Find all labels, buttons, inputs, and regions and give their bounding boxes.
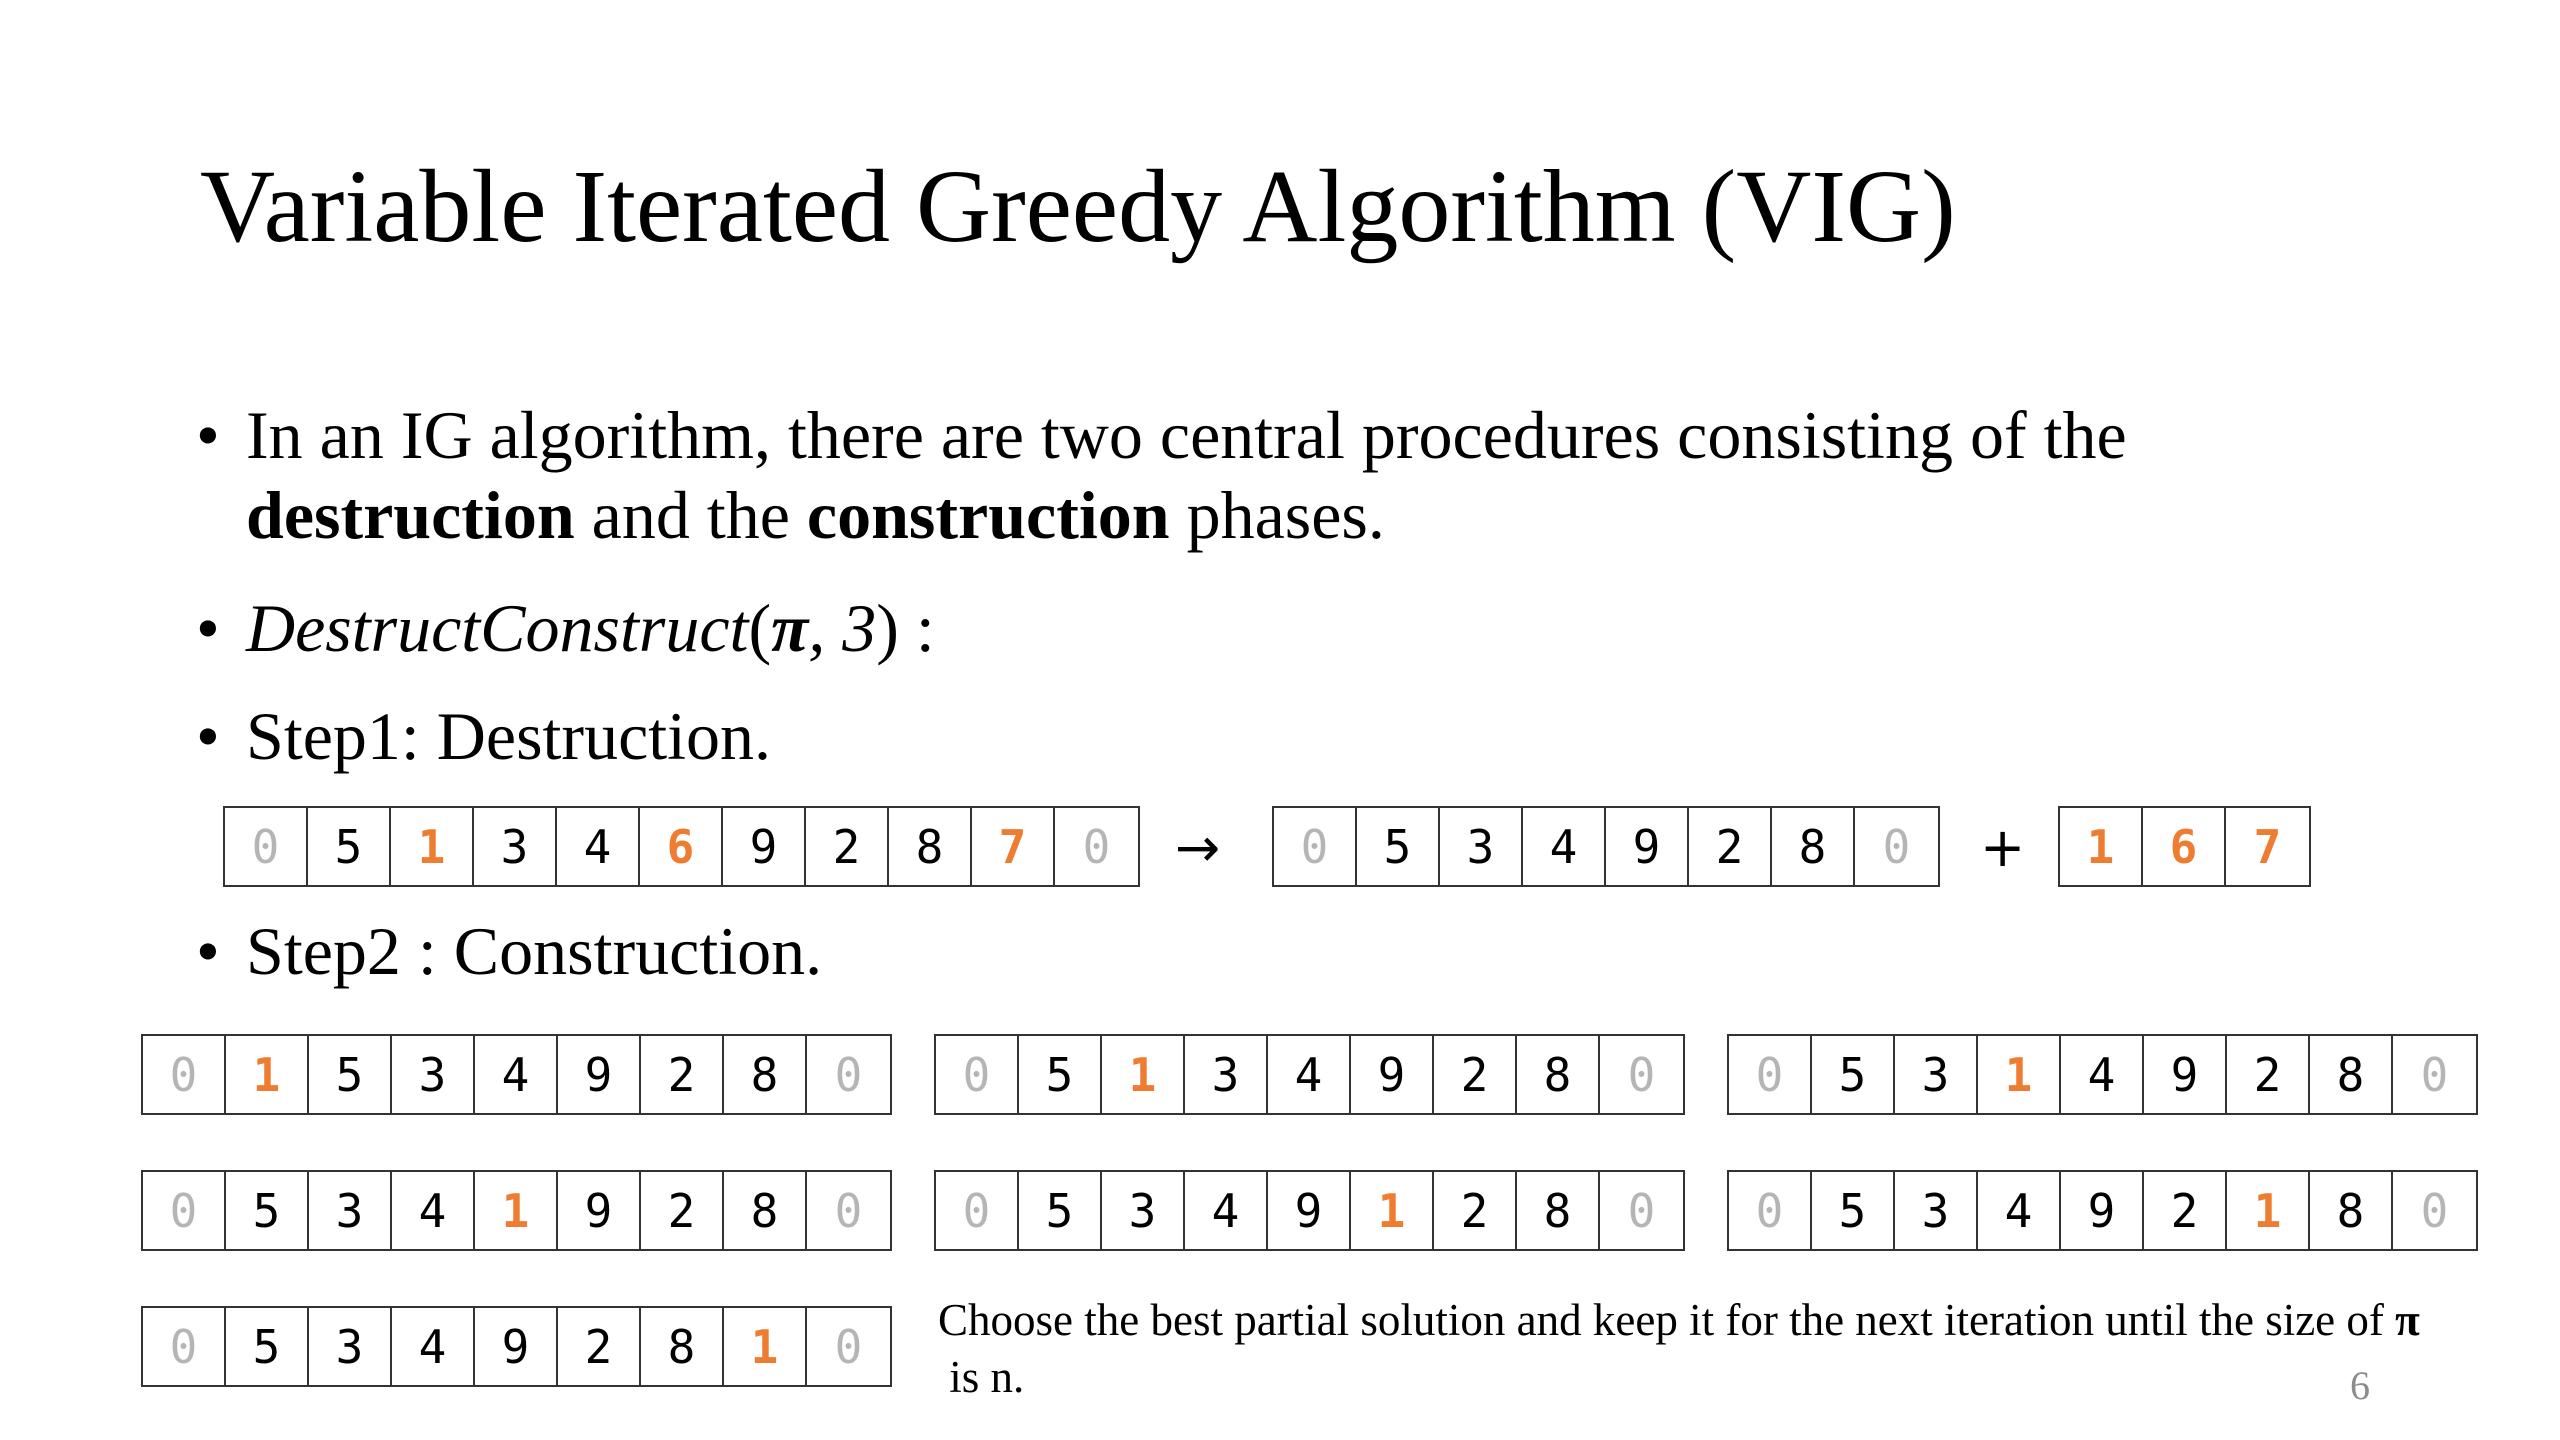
bullet-dot: •	[196, 397, 220, 473]
job-cell: 4	[1185, 1172, 1268, 1249]
job-cell: 5	[1812, 1036, 1895, 1113]
intro-end: phases.	[1169, 477, 1385, 554]
highlighted-job-cell: 6	[640, 808, 723, 885]
job-cell: 8	[1772, 808, 1855, 885]
highlighted-job-cell: 1	[226, 1036, 309, 1113]
intro-line1: In an IG algorithm, there are two central procedures consisting of the	[246, 397, 2127, 473]
dummy-node-cell: 0	[834, 1319, 863, 1374]
slide-title: Variable Iterated Greedy Algorithm (VIG)	[200, 149, 1956, 264]
highlighted-job-cell: 1	[2060, 808, 2143, 885]
job-cell: 5	[1019, 1172, 1102, 1249]
bullet-step1	[196, 696, 771, 776]
job-cell: 9	[1268, 1172, 1351, 1249]
job-cell: 2	[641, 1172, 724, 1249]
sequence-removed	[2058, 806, 2311, 887]
job-cell: 2	[806, 808, 889, 885]
job-cell: 3	[1102, 1172, 1185, 1249]
job-cell: 9	[558, 1172, 641, 1249]
job-cell: 8	[2310, 1036, 2393, 1113]
bullet-dot: •	[196, 698, 220, 774]
intro-construction: construction	[806, 477, 1170, 554]
call-args: , 3	[808, 590, 877, 666]
job-cell: 4	[475, 1036, 558, 1113]
job-cell: 5	[1812, 1172, 1895, 1249]
job-cell: 8	[1517, 1172, 1600, 1249]
arrow-icon: →	[1175, 816, 1221, 879]
job-cell: 5	[226, 1308, 309, 1385]
bullet-call	[196, 588, 935, 668]
intro-destruction: destruction	[246, 477, 575, 554]
bullet-step2	[196, 911, 822, 991]
dummy-node-cell: 0	[225, 808, 308, 885]
highlighted-job-cell: 1	[1102, 1036, 1185, 1113]
job-cell: 4	[557, 808, 640, 885]
job-cell: 9	[1351, 1036, 1434, 1113]
job-cell: 2	[641, 1036, 724, 1113]
job-cell: 5	[1357, 808, 1440, 885]
dummy-node-cell: 0	[1627, 1183, 1656, 1238]
job-cell: 4	[1978, 1172, 2061, 1249]
job-cell: 2	[1434, 1172, 1517, 1249]
highlighted-job-cell: 6	[2143, 808, 2226, 885]
highlighted-job-cell: 1	[391, 808, 474, 885]
dummy-node-cell: 0	[143, 1036, 226, 1113]
job-cell: 2	[2227, 1036, 2310, 1113]
dummy-node-cell: 0	[936, 1036, 1019, 1113]
job-cell: 5	[226, 1172, 309, 1249]
job-cell: 4	[392, 1308, 475, 1385]
job-cell: 9	[723, 808, 806, 885]
job-cell: 3	[309, 1172, 392, 1249]
job-cell: 8	[641, 1308, 724, 1385]
bullet-dot: •	[196, 590, 220, 666]
note-before: Choose the best partial solution and keep it for the next iteration until the size of	[938, 1295, 2396, 1345]
construction-sequence	[141, 1170, 892, 1251]
dummy-node-cell: 0	[2420, 1183, 2449, 1238]
job-cell: 8	[889, 808, 972, 885]
dummy-node-cell: 0	[1274, 808, 1357, 885]
construction-sequence	[934, 1170, 1685, 1251]
job-cell: 3	[474, 808, 557, 885]
dummy-node-cell: 0	[936, 1172, 1019, 1249]
highlighted-job-cell: 1	[1978, 1036, 2061, 1113]
dummy-node-cell: 0	[143, 1172, 226, 1249]
highlighted-job-cell: 1	[475, 1172, 558, 1249]
job-cell: 9	[2144, 1036, 2227, 1113]
job-cell: 3	[1895, 1036, 1978, 1113]
job-cell: 2	[1689, 808, 1772, 885]
plus-icon: +	[1980, 816, 2026, 879]
job-cell: 4	[392, 1172, 475, 1249]
job-cell: 9	[558, 1036, 641, 1113]
job-cell: 8	[724, 1172, 807, 1249]
job-cell: 5	[309, 1036, 392, 1113]
job-cell: 8	[724, 1036, 807, 1113]
construction-sequence	[1727, 1034, 2478, 1115]
job-cell: 2	[2144, 1172, 2227, 1249]
job-cell: 9	[475, 1308, 558, 1385]
sequence-original	[223, 806, 1140, 887]
construction-sequence	[934, 1034, 1685, 1115]
call-pi: π	[771, 590, 809, 666]
job-cell: 2	[558, 1308, 641, 1385]
highlighted-job-cell: 7	[972, 808, 1055, 885]
job-cell: 4	[1268, 1036, 1351, 1113]
job-cell: 3	[1440, 808, 1523, 885]
job-cell: 3	[1185, 1036, 1268, 1113]
dummy-node-cell: 0	[1882, 819, 1911, 874]
job-cell: 5	[308, 808, 391, 885]
dummy-node-cell: 0	[1729, 1172, 1812, 1249]
highlighted-job-cell: 7	[2253, 819, 2282, 874]
call-open-paren: (	[748, 590, 772, 666]
construction-sequence	[1727, 1170, 2478, 1251]
call-function-name: DestructConstruct	[246, 590, 749, 666]
dummy-node-cell: 0	[143, 1308, 226, 1385]
note-text	[938, 1292, 2478, 1406]
note-pi: π	[2395, 1295, 2420, 1345]
job-cell: 9	[1606, 808, 1689, 885]
highlighted-job-cell: 1	[2227, 1172, 2310, 1249]
highlighted-job-cell: 1	[1351, 1172, 1434, 1249]
bullet-intro	[196, 395, 2127, 555]
job-cell: 8	[1517, 1036, 1600, 1113]
page-number: 6	[2350, 1363, 2370, 1408]
job-cell: 3	[392, 1036, 475, 1113]
construction-sequence	[141, 1306, 892, 1387]
note-after: is n.	[938, 1352, 1025, 1403]
step2-text: Step2 : Construction.	[246, 913, 823, 989]
job-cell: 5	[1019, 1036, 1102, 1113]
intro-mid: and the	[574, 477, 807, 554]
job-cell: 3	[1895, 1172, 1978, 1249]
job-cell: 3	[309, 1308, 392, 1385]
job-cell: 2	[1434, 1036, 1517, 1113]
job-cell: 4	[1523, 808, 1606, 885]
dummy-node-cell: 0	[834, 1183, 863, 1238]
dummy-node-cell: 0	[1729, 1036, 1812, 1113]
highlighted-job-cell: 1	[724, 1308, 807, 1385]
job-cell: 9	[2061, 1172, 2144, 1249]
dummy-node-cell: 0	[834, 1047, 863, 1102]
job-cell: 8	[2310, 1172, 2393, 1249]
dummy-node-cell: 0	[1082, 819, 1111, 874]
dummy-node-cell: 0	[2420, 1047, 2449, 1102]
construction-sequence	[141, 1034, 892, 1115]
bullet-dot: •	[196, 913, 220, 989]
job-cell: 4	[2061, 1036, 2144, 1113]
sequence-partial	[1272, 806, 1940, 887]
step1-text: Step1: Destruction.	[246, 698, 772, 774]
dummy-node-cell: 0	[1627, 1047, 1656, 1102]
call-close: ) :	[876, 590, 935, 666]
